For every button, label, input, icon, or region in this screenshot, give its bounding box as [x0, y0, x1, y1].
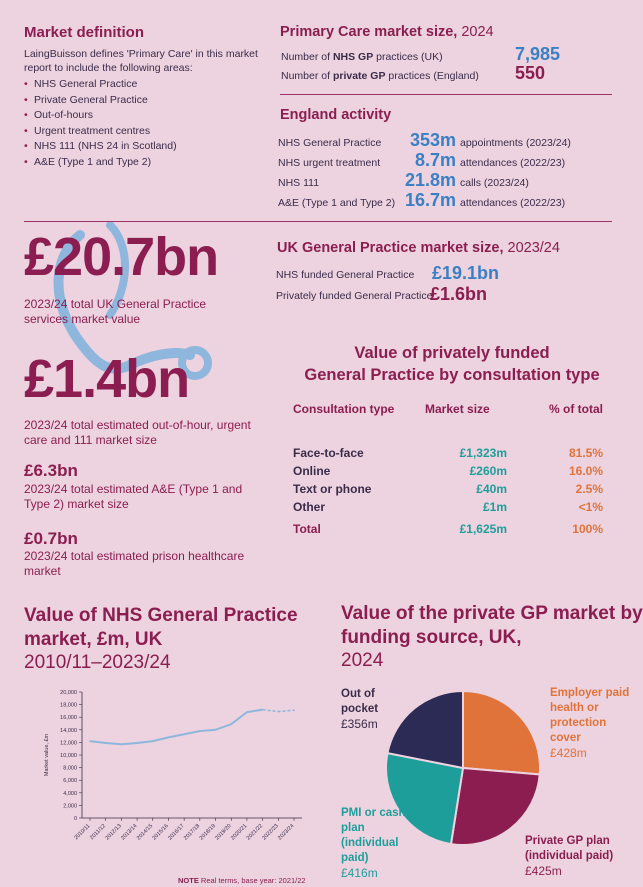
y-tick-label: 14,000: [60, 727, 77, 734]
x-tick-label: 2019/20: [214, 823, 233, 842]
primary-care-label: [281, 70, 479, 82]
nhs-chart-title-line2: market, £m, UK: [24, 629, 163, 650]
table-total-row: [293, 516, 603, 538]
headline-mid1: £6.3bn: [24, 461, 78, 480]
consultation-table: [293, 402, 603, 538]
headline-mid2: £0.7bn: [24, 529, 78, 548]
label-pre: Number of: [281, 70, 333, 82]
data-point: [262, 709, 264, 711]
table-row: [293, 462, 603, 480]
primary-care-row: [281, 46, 621, 66]
y-tick-label: 18,000: [60, 702, 77, 709]
cell-type: Other: [293, 500, 326, 514]
y-tick-label: 6,000: [63, 778, 77, 785]
primary-care-year: 2024: [461, 24, 494, 40]
cell-pct: 100%: [572, 522, 603, 536]
data-point: [152, 740, 154, 742]
divider: [280, 94, 612, 95]
chart-note-label: NOTE: [178, 876, 199, 885]
consultation-title-line1: Value of privately funded: [354, 344, 550, 362]
pie-label-out-of-pocket: [341, 687, 411, 732]
x-tick-label: 2010/11: [73, 823, 92, 842]
chart-note-text: Real terms, base year: 2021/22: [198, 876, 306, 885]
x-tick-label: 2017/18: [182, 823, 202, 842]
pie-label-pmi: [341, 806, 409, 881]
nhs-chart-title-line1: Value of NHS General Practice: [24, 605, 298, 626]
y-tick-label: 4,000: [63, 790, 77, 797]
consultation-title-line2: General Practice by consultation type: [304, 366, 600, 384]
data-point: [89, 740, 91, 742]
cell-size: £1,625m: [459, 522, 507, 536]
uk-gp-value: £1.6bn: [430, 284, 488, 304]
x-tick-label: 2018/19: [198, 823, 217, 842]
y-tick-label: 12,000: [60, 740, 77, 747]
data-point: [293, 709, 295, 711]
y-axis-label: Market value, £m: [44, 733, 50, 777]
x-tick-label: 2023/24: [277, 823, 296, 842]
uk-gp-title: UK General Practice market size,: [277, 240, 504, 256]
divider: [24, 221, 612, 222]
market-definition-list: [24, 77, 269, 170]
pie-label-text: PMI or cash plan (individual paid): [341, 807, 406, 864]
header-consultation-type: Consultation type: [293, 402, 395, 416]
label-post: practices (UK): [373, 51, 443, 63]
data-point: [199, 730, 201, 732]
headline-mid1-desc: 2023/24 total estimated A&E (Type 1 and Type 2) market size: [24, 482, 243, 511]
cell-size: £1m: [482, 500, 507, 514]
england-activity-row: [278, 170, 628, 190]
primary-care-section: [280, 24, 620, 40]
x-tick-label: 2021/22: [245, 823, 265, 842]
market-definition-item: • NHS 111 (NHS 24 in Scotland): [24, 139, 269, 155]
uk-gp-label: NHS funded General Practice: [276, 269, 415, 281]
market-definition-section: [24, 24, 269, 170]
header-pct-total: % of total: [549, 402, 603, 416]
market-definition-item: • A&E (Type 1 and Type 2): [24, 155, 269, 171]
activity-label: NHS 111: [278, 177, 320, 189]
label-post: practices (England): [385, 70, 479, 82]
y-tick-label: 0: [73, 816, 77, 822]
private-chart-title-line1: Value of the private GP market by: [341, 603, 643, 624]
cell-pct: <1%: [578, 500, 603, 514]
nhs-chart-heading: [24, 604, 298, 674]
table-header-row: [293, 402, 603, 444]
cell-type: Online: [293, 464, 331, 478]
pie-label-value: £416m: [341, 866, 378, 880]
uk-gp-title-row: [277, 240, 560, 256]
activity-unit: attendances (2022/23): [460, 157, 566, 169]
headline-mid2-desc: 2023/24 total estimated prison healthcare market: [24, 549, 245, 578]
cell-type: Text or phone: [293, 482, 372, 496]
data-point: [215, 729, 217, 731]
england-activity-row: [278, 150, 628, 170]
market-definition-item: • Private General Practice: [24, 93, 269, 109]
activity-label: NHS General Practice: [278, 137, 382, 149]
private-chart-subtitle: 2024: [341, 650, 384, 671]
activity-unit: attendances (2022/23): [460, 197, 566, 209]
england-activity-row: [278, 190, 628, 210]
primary-care-value: 550: [515, 63, 546, 83]
x-tick-label: 2022/23: [261, 823, 280, 842]
primary-care-title: Primary Care market size,: [280, 24, 458, 40]
activity-value: 21.8m: [404, 170, 456, 190]
label-pre: Number of: [281, 51, 333, 63]
activity-value: 16.7m: [404, 190, 456, 210]
x-tick-label: 2014/15: [135, 823, 155, 842]
series-line: [90, 710, 263, 745]
private-chart-heading: [341, 602, 643, 672]
y-tick-label: 8,000: [63, 765, 77, 772]
label-bold: NHS GP: [332, 51, 374, 63]
data-point: [105, 742, 107, 744]
pie-label-value: £356m: [341, 717, 378, 731]
primary-care-label: [281, 51, 443, 63]
nhs-line-chart: [40, 686, 310, 876]
nhs-chart-subtitle: 2010/11–2023/24: [24, 652, 171, 673]
activity-unit: appointments (2023/24): [460, 137, 571, 149]
x-tick-label: 2015/16: [151, 823, 170, 842]
data-point: [121, 743, 123, 745]
uk-gp-label: Privately funded General Practice: [276, 290, 433, 302]
x-tick-label: 2012/13: [104, 823, 123, 842]
cell-size: £1,323m: [459, 446, 507, 460]
x-tick-label: 2011/12: [89, 823, 108, 842]
activity-label: A&E (Type 1 and Type 2): [278, 197, 396, 209]
cell-type: Total: [293, 522, 321, 536]
pie-label-employer: [550, 686, 638, 761]
market-definition-intro: LaingBuisson defines 'Primary Care' in this market report to include the following areas:: [24, 48, 258, 74]
y-tick-label: 20,000: [60, 690, 77, 696]
headline-big1: £20.7bn: [24, 227, 219, 287]
private-chart-title-line2: funding source, UK,: [341, 627, 522, 648]
cell-size: £40m: [476, 482, 507, 496]
table-row: [293, 444, 603, 462]
pie-label-text: Out of pocket: [341, 688, 379, 715]
cell-pct: 81.5%: [568, 446, 603, 460]
y-tick-label: 2,000: [63, 803, 77, 810]
primary-care-row: [281, 65, 621, 85]
pie-label-value: £428m: [550, 746, 587, 760]
x-tick-label: 2020/21: [230, 823, 249, 842]
label-bold: private GP: [332, 70, 386, 82]
pie-label-text: Employer paid health or protection cover: [550, 687, 630, 744]
data-point: [168, 737, 170, 739]
headline-big2-desc: 2023/24 total estimated out-of-hour, urgent care and 111 market size: [24, 418, 251, 447]
chart-note: [178, 876, 306, 885]
data-point: [183, 733, 185, 735]
data-point: [136, 742, 138, 744]
activity-value: 8.7m: [414, 150, 456, 170]
cell-size: £260m: [469, 464, 507, 478]
primary-care-value: 7,985: [515, 44, 561, 64]
cell-type: Face-to-face: [293, 446, 364, 460]
england-activity-row: [278, 130, 628, 150]
uk-gp-year: 2023/24: [507, 240, 560, 256]
table-row: [293, 498, 603, 516]
uk-gp-row: [276, 263, 616, 283]
data-point: [246, 711, 248, 713]
header-market-size: Market size: [425, 402, 490, 416]
uk-gp-row: [276, 284, 616, 304]
market-definition-title: Market definition: [24, 24, 145, 41]
pie-label-value: £425m: [525, 864, 562, 878]
x-tick-label: 2013/14: [120, 823, 139, 842]
headline-big1-desc: 2023/24 total UK General Practice services market value: [24, 297, 207, 326]
cell-pct: 2.5%: [575, 482, 603, 496]
market-definition-item: • NHS General Practice: [24, 77, 269, 93]
y-tick-label: 16,000: [60, 715, 77, 722]
x-tick-label: 2016/17: [167, 823, 186, 842]
pie-label-text: Private GP plan (individual paid): [525, 835, 614, 862]
pie-label-private-plan: [525, 834, 640, 879]
activity-label: NHS urgent treatment: [278, 157, 381, 169]
activity-value: 353m: [409, 130, 456, 150]
data-point: [278, 711, 280, 713]
headline-big2: £1.4bn: [24, 349, 190, 409]
cell-pct: 16.0%: [568, 464, 603, 478]
consultation-title: [262, 342, 642, 386]
uk-gp-value: £19.1bn: [432, 263, 500, 283]
table-row: [293, 480, 603, 498]
pie-slice: [463, 691, 540, 774]
england-activity-title: England activity: [280, 107, 392, 123]
y-tick-label: 10,000: [60, 753, 77, 759]
activity-unit: calls (2023/24): [460, 177, 529, 189]
data-point: [230, 723, 232, 725]
market-definition-item: • Out-of-hours: [24, 108, 269, 124]
market-definition-item: • Urgent treatment centres: [24, 124, 269, 140]
